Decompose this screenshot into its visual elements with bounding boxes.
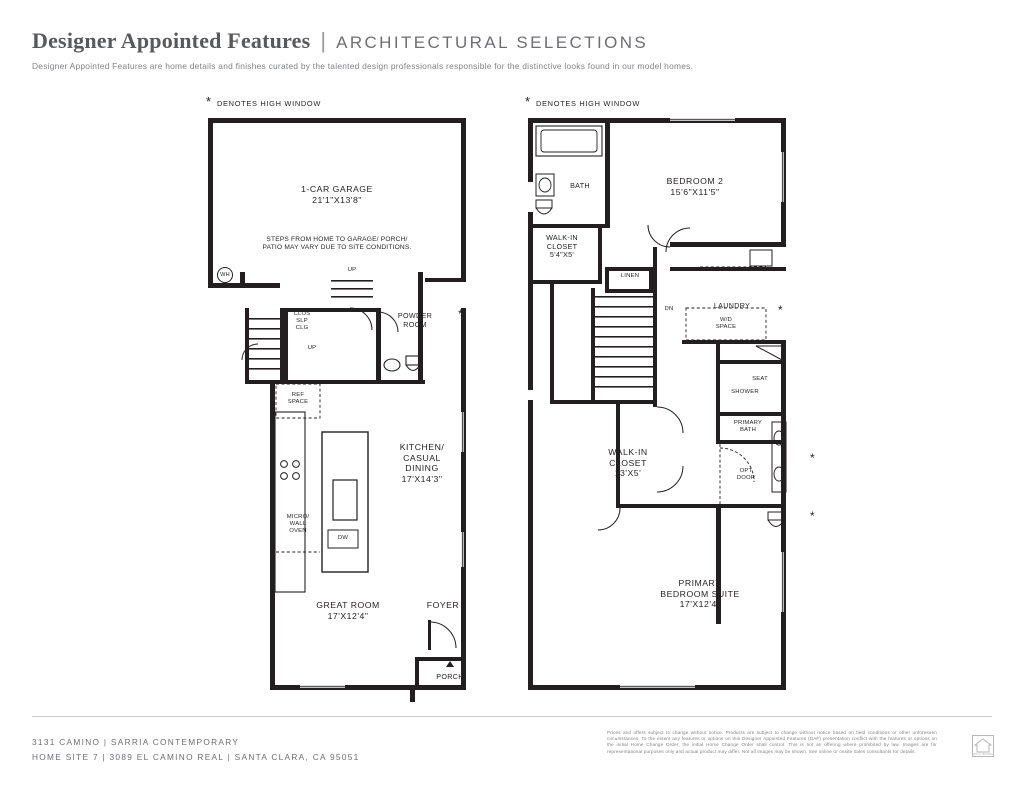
- closet-stack-labels: CLOS SLP CLG: [293, 311, 311, 331]
- page-description: Designer Appointed Features are home details and finishes curated by the talented design professionals responsible for the distinctive looks found in our model homes.: [32, 61, 694, 71]
- micro-wall-oven-label: MICRO/ WALL OVEN: [286, 514, 310, 534]
- equal-housing-logo-drawing: [972, 735, 994, 757]
- room-label-bedroom-2: BEDROOM 2 15'6"X11'5": [666, 176, 724, 197]
- room-label-garage-note: STEPS FROM HOME TO GARAGE/ PORCH/ PATIO MAY VARY DUE TO SITE CONDITIONS.: [262, 236, 412, 252]
- high-window-note-right: DENOTES HIGH WINDOW: [536, 99, 641, 108]
- page-header: [32, 30, 992, 71]
- room-label-walk-in-closet-bed2: WALK-IN CLOSET 5'4"X5': [546, 233, 578, 260]
- high-window-marker-3: *: [810, 451, 815, 465]
- high-window-marker-4: *: [810, 509, 815, 523]
- opt-door-label: OPT DOOR: [736, 468, 756, 481]
- room-label-primary-bedroom-suite: PRIMARY BEDROOM SUITE 17'X12'4": [660, 578, 740, 610]
- footer-line-1: 3131 CAMINO | SARRIA CONTEMPORARY: [32, 737, 240, 747]
- page-subtitle-caps: ARCHITECTURAL SELECTIONS: [336, 33, 649, 52]
- room-label-great-room: GREAT ROOM 17'X12'4": [316, 600, 380, 621]
- room-label-foyer: FOYER: [426, 600, 460, 610]
- svg-text:EQUAL HOUSING: EQUAL HOUSING: [973, 753, 993, 757]
- floor-plan-level-2: [520, 112, 820, 702]
- room-label-garage: 1-CAR GARAGE 21'1"X13'8": [301, 184, 373, 205]
- floor-plan-level-1: [200, 112, 490, 702]
- asterisk-icon-right: *: [525, 94, 531, 109]
- title-divider: |: [320, 28, 327, 53]
- footer-divider: [32, 716, 992, 717]
- high-window-marker-2: *: [778, 303, 783, 317]
- linen-closet-label: LINEN: [620, 273, 640, 279]
- shower-seat-label: SEAT: [752, 376, 768, 382]
- room-label-laundry: LAUNDRY: [713, 301, 751, 310]
- stair-up-label-1: UP: [347, 267, 357, 273]
- wd-space-label: W/D SPACE: [715, 317, 737, 330]
- stair-up-label-2: UP: [307, 345, 317, 351]
- equal-housing-opportunity-logo: [972, 735, 994, 757]
- porch-direction-arrow-icon: [446, 661, 454, 667]
- asterisk-icon-left: *: [206, 94, 212, 109]
- dishwasher-label: DW: [337, 535, 349, 541]
- high-window-marker-1: *: [458, 307, 463, 321]
- room-label-kitchen-casual-dining: KITCHEN/ CASUAL DINING 17'X14'3": [399, 442, 445, 484]
- high-window-note-left: DENOTES HIGH WINDOW: [217, 99, 322, 108]
- title-row: [32, 30, 992, 52]
- ref-space-label: REF SPACE: [287, 392, 309, 405]
- room-label-porch: PORCH: [436, 672, 464, 681]
- room-label-shower: SHOWER: [731, 389, 759, 395]
- room-label-walk-in-closet-primary: WALK-IN CLOSET 13'X5': [608, 447, 648, 479]
- room-label-bath: BATH: [570, 181, 590, 190]
- footer-address-block: [32, 735, 360, 765]
- footer-line-2: HOME SITE 7 | 3089 EL CAMINO REAL | SANTA CLARA, CA 95051: [32, 752, 360, 762]
- room-label-primary-bath: PRIMARY BATH: [733, 420, 763, 433]
- floor-plan-level-2-drawing: [520, 112, 820, 702]
- room-label-powder-room: POWDER ROOM: [397, 311, 433, 329]
- page-title: Designer Appointed Features: [32, 28, 311, 53]
- stair-down-label: DN: [664, 306, 674, 312]
- water-heater-icon: WH: [217, 267, 233, 283]
- footer-legal-text: Prices and offers subject to change without notice. Products are subject to change without notice based on field conditions or other unforeseen circumstances. To the extent any features or options on this Designer Appointed Features (DAF) presentation conflict with the features or options on the initial Home Change Order, the initial Home Change Order shall control. This is not an offering where prohibited by law. Images are for representational purposes only and actual product may differ. Not all images may be shown. See online or onsite sales consultants for details.: [607, 730, 937, 754]
